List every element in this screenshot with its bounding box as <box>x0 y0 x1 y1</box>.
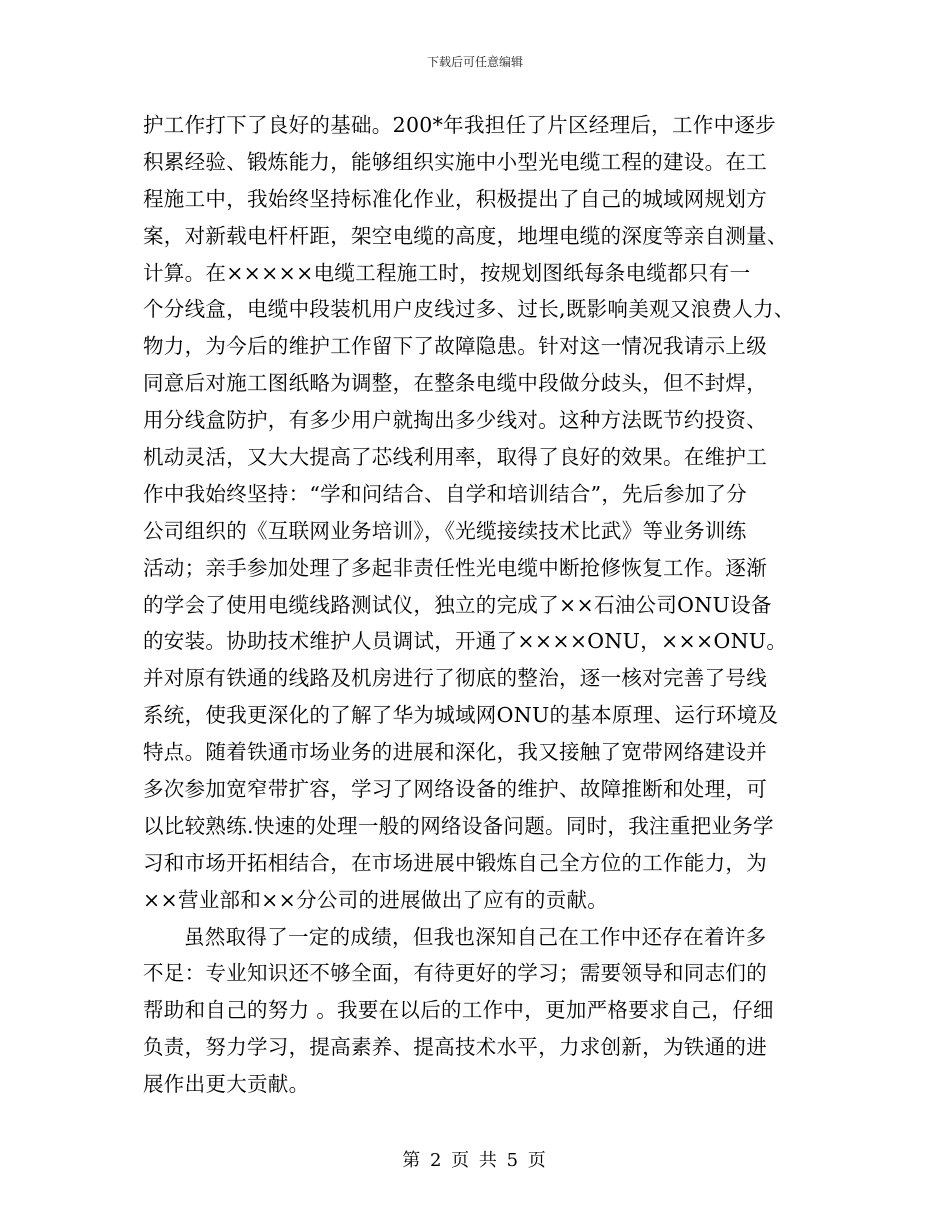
text-line: 展作出更大贡献。 <box>143 1072 310 1097</box>
text-line: 的学会了使用电缆线路测试仪，独立的完成了××石油公司ONU设备 <box>143 592 772 617</box>
text-line: 习和市场开拓相结合，在市场进展中锻炼自己全方位的工作能力，为 <box>143 850 767 875</box>
text-line: ××营业部和××分公司的进展做出了应有的贡献。 <box>143 887 609 912</box>
text-line: 以比较熟练.快速的处理一般的网络设备问题。同时，我注重把业务学 <box>143 813 774 838</box>
text-line: 不足：专业知识还不够全面，有待更好的学习；需要领导和同志们的 <box>143 961 767 986</box>
text-line: 程施工中，我始终坚持标准化作业，积极提出了自己的城域网规划方 <box>143 186 767 211</box>
text-line: 多次参加宽窄带扩容，学习了网络设备的维护、故障推断和处理，可 <box>143 777 767 802</box>
text-line: 计算。在×××××电缆工程施工时，按规划图纸每条电缆都只有一 <box>143 260 751 285</box>
text-line: 特点。随着铁通市场业务的进展和深化，我又接触了宽带网络建设并 <box>143 740 767 765</box>
text-line: 负责，努力学习，提高素养、提高技术水平，力求创新，为铁通的进 <box>143 1035 767 1060</box>
text-line: 机动灵活，又大大提高了芯线利用率，取得了良好的效果。在维护工 <box>143 445 767 470</box>
text-line: 案，对新载电杆杆距，架空电缆的高度，地埋电缆的深度等亲自测量、 <box>143 223 788 248</box>
page-number: 第 2 页 共 5 页 <box>402 1150 548 1171</box>
text-line: 同意后对施工图纸略为调整，在整条电缆中段做分歧头，但不封焊， <box>143 371 767 396</box>
document-body <box>143 107 823 1103</box>
paragraph-first-line: 虽然取得了一定的成绩，但我也深知自己在工作中还存在着许多 <box>184 924 767 949</box>
text-line: 帮助和自己的努力 。我要在以后的工作中，更加严格要求自己，仔细 <box>143 998 774 1023</box>
text-line: 系统，使我更深化的了解了华为城域网ONU的基本原理、运行环境及 <box>143 703 779 728</box>
text-line: 并对原有铁通的线路及机房进行了彻底的整治，逐一核对完善了号线 <box>143 666 767 691</box>
page-header: 下载后可任意编辑 <box>426 55 523 69</box>
text-line: 用分线盒防护，有多少用户就掏出多少线对。这种方法既节约投资、 <box>143 408 767 433</box>
text-line: 个分线盒，电缆中段装机用户皮线过多、过长,既影响美观又浪费人力、 <box>143 297 795 322</box>
text-line: 的安装。协助技术维护人员调试，开通了××××ONU，×××ONU。 <box>143 629 788 654</box>
text-line: 物力，为今后的维护工作留下了故障隐患。针对这一情况我请示上级 <box>143 334 767 359</box>
text-line: 积累经验、锻炼能力，能够组织实施中小型光电缆工程的建设。在工 <box>143 149 767 174</box>
text-line: 活动；亲手参加处理了多起非责任性光电缆中断抢修恢复工作。逐渐 <box>143 555 767 580</box>
text-line: 作中我始终坚持：“学和问结合、自学和培训结合”，先后参加了分 <box>143 481 747 506</box>
text-line: 护工作打下了良好的基础。200*年我担任了片区经理后，工作中逐步 <box>143 113 776 137</box>
text-line: 公司组织的《互联网业务培训》，《光缆接续技术比武》等业务训练 <box>143 518 747 543</box>
